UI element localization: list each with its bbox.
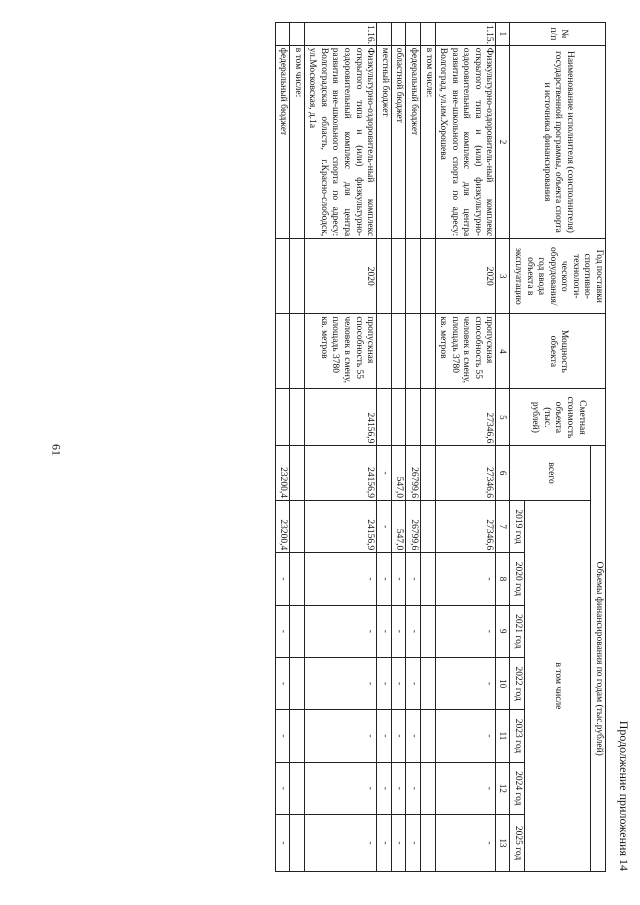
row-2021: - (435, 605, 496, 657)
column-number: 12 (496, 762, 510, 814)
header-year-2022: 2022 год (510, 657, 525, 709)
table-row (290, 23, 305, 872)
source-2025: - (275, 815, 290, 872)
row-2020: - (304, 553, 376, 605)
row-name: Физкультурно-оздоровитель-ный комплекс открытого типа и (или) физкультурно-оздоровительный комплекс для центра развития вне-школьного спорта по адресу: Волгоградская область, г.Красно-слободск, ул.Московская, д.1а (304, 45, 376, 238)
source-2019: 23200,4 (275, 500, 290, 552)
header-name: Наименование исполнителя (соисполнителя) государственной программы, объекта спорта и источника финансирования (510, 45, 606, 238)
header-year-2024: 2024 год (510, 762, 525, 814)
header-capacity: Мощность объекта (510, 314, 606, 389)
source-2022: - (377, 657, 392, 709)
column-number: 8 (496, 553, 510, 605)
row-capacity: пропускная способность 55 человек в смену, площадь 3780 кв. метров (435, 314, 496, 389)
source-2019: 26799,6 (406, 500, 421, 552)
source-2020: - (275, 553, 290, 605)
header-num: № п/п (510, 23, 606, 46)
table-row (275, 23, 290, 872)
row-cost: 27346,6 (435, 389, 496, 446)
header-year-2025: 2025 год (510, 815, 525, 872)
row-year: 2020 (304, 239, 376, 314)
row-2022: - (435, 657, 496, 709)
row-total: 27346,6 (435, 446, 496, 501)
column-number: 7 (496, 500, 510, 552)
row-2025: - (304, 815, 376, 872)
source-label: местный бюджет (377, 45, 392, 238)
row-2023: - (435, 710, 496, 762)
table-row (391, 23, 406, 872)
row-num: 1.15. (435, 23, 496, 46)
row-year: 2020 (435, 239, 496, 314)
source-2022: - (406, 657, 421, 709)
column-number: 1 (496, 23, 510, 46)
row-total: 24156,9 (304, 446, 376, 501)
source-2021: - (377, 605, 392, 657)
row-2019: 24156,9 (304, 500, 376, 552)
source-total: 26799,6 (406, 446, 421, 501)
source-2024: - (275, 762, 290, 814)
header-incl: в том числе (524, 500, 590, 871)
column-number: 4 (496, 314, 510, 389)
column-number: 9 (496, 605, 510, 657)
row-2025: - (435, 815, 496, 872)
column-number: 13 (496, 815, 510, 872)
page-number: 61 (49, 444, 64, 456)
source-2023: - (391, 710, 406, 762)
source-2023: - (406, 710, 421, 762)
source-2023: - (275, 710, 290, 762)
funding-table (275, 22, 606, 872)
source-2023: - (377, 710, 392, 762)
source-2021: - (406, 605, 421, 657)
row-name: Физкультурно-оздоровитель-ный комплекс открытого типа и (или) физкультурно-оздоровительный комплекс для центра развития вне-школьного спорта по адресу: Волгоград, ул.им.Хорошева (435, 45, 496, 238)
source-2025: - (377, 815, 392, 872)
continuation-title: Продолжение приложения 14 (617, 720, 631, 871)
column-number: 2 (496, 45, 510, 238)
row-2024: - (304, 762, 376, 814)
column-number: 3 (496, 239, 510, 314)
source-2025: - (406, 815, 421, 872)
table-row (420, 23, 435, 872)
source-total: - (377, 446, 392, 501)
sub-heading: в том числе: (420, 45, 435, 238)
source-2022: - (275, 657, 290, 709)
row-2024: - (435, 762, 496, 814)
column-numbers-row (496, 23, 510, 872)
source-2024: - (377, 762, 392, 814)
header-year-2021: 2021 год (510, 605, 525, 657)
source-2020: - (391, 553, 406, 605)
row-cost: 24156,9 (304, 389, 376, 446)
row-2023: - (304, 710, 376, 762)
row-2020: - (435, 553, 496, 605)
header-year-2023: 2023 год (510, 710, 525, 762)
header-year: Год поставки спортивно-технологи-ческого оборудования/ год ввода объекта в эксплуатацию (510, 239, 606, 314)
header-year-2019: 2019 год (510, 500, 525, 552)
table-row (406, 23, 421, 872)
row-2021: - (304, 605, 376, 657)
source-label: областной бюджет (391, 45, 406, 238)
table-row (304, 23, 376, 872)
header-cost: Сметная стоимость объекта (тыс. рублей) (510, 389, 606, 446)
row-2022: - (304, 657, 376, 709)
column-number: 6 (496, 446, 510, 501)
column-number: 5 (496, 389, 510, 446)
sub-heading: в том числе: (290, 45, 305, 238)
header-total: всего (510, 446, 591, 501)
table-row (435, 23, 496, 872)
source-2019: - (377, 500, 392, 552)
row-capacity: пропускная способность 55 человек в смену, площадь 3780 кв. метров (304, 314, 376, 389)
source-label: федеральный бюджет (275, 45, 290, 238)
column-number: 10 (496, 657, 510, 709)
source-2021: - (275, 605, 290, 657)
table-row (377, 23, 392, 872)
source-2025: - (391, 815, 406, 872)
row-num: 1.16. (304, 23, 376, 46)
source-label: федеральный бюджет (406, 45, 421, 238)
source-2019: 547,0 (391, 500, 406, 552)
source-total: 23200,4 (275, 446, 290, 501)
source-2024: - (406, 762, 421, 814)
header-funding: Объемы финансирования по годам (тыс.рублей) (591, 446, 606, 872)
source-2021: - (391, 605, 406, 657)
source-2020: - (406, 553, 421, 605)
source-total: 547,0 (391, 446, 406, 501)
source-2022: - (391, 657, 406, 709)
header-year-2020: 2020 год (510, 553, 525, 605)
source-2024: - (391, 762, 406, 814)
column-number: 11 (496, 710, 510, 762)
source-2020: - (377, 553, 392, 605)
row-2019: 27346,6 (435, 500, 496, 552)
